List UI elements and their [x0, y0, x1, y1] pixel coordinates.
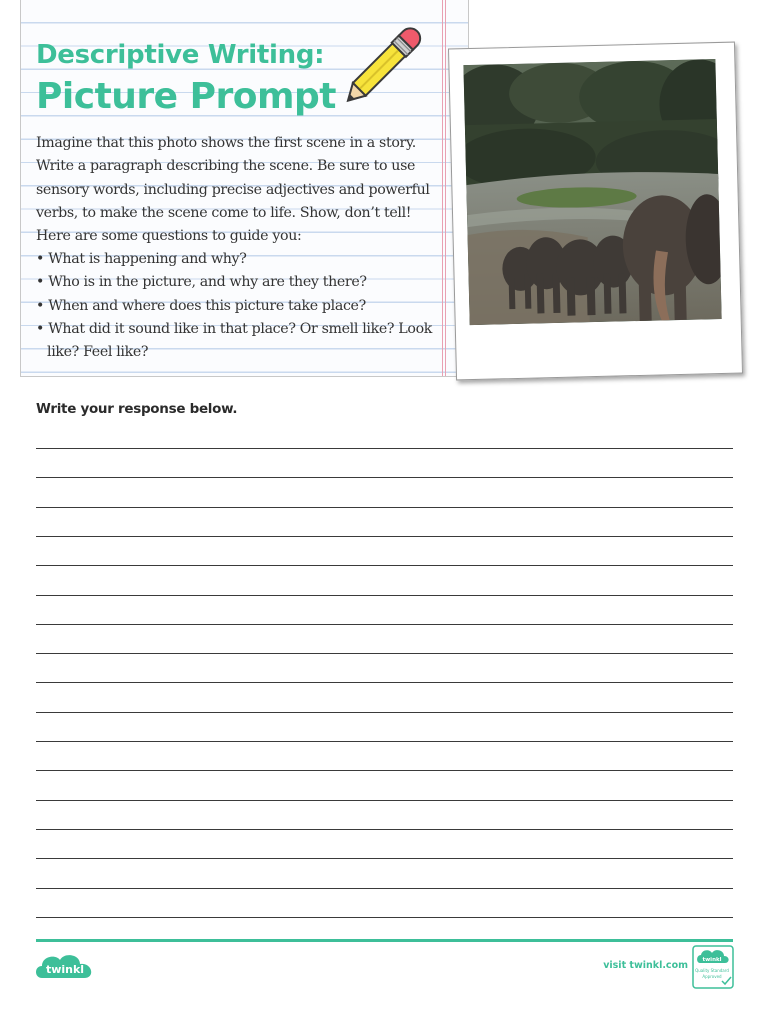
logo-text: twinkl	[45, 963, 85, 976]
question-item: • Who is in the picture, and why are they there?	[36, 271, 446, 294]
writing-line	[36, 770, 733, 771]
writing-line	[36, 448, 733, 449]
pencil-icon	[336, 18, 432, 114]
writing-line	[36, 565, 733, 566]
polaroid-frame	[448, 42, 743, 381]
twinkl-logo	[34, 950, 96, 984]
question-item: • What did it sound like in that place? Or smell like? Look like? Feel like?	[36, 318, 446, 365]
writing-line	[36, 858, 733, 859]
writing-line	[36, 624, 733, 625]
writing-line	[36, 682, 733, 683]
badge-line-2: Approved	[702, 974, 722, 979]
response-label: Write your response below.	[36, 401, 238, 417]
writing-line	[36, 800, 733, 801]
footer-rule	[36, 939, 733, 942]
writing-line	[36, 829, 733, 830]
writing-line	[36, 712, 733, 713]
question-item: • What is happening and why?	[36, 248, 446, 271]
question-item: • When and where does this picture take place?	[36, 295, 446, 318]
worksheet-subtitle: Descriptive Writing:	[36, 40, 325, 70]
writing-line	[36, 917, 733, 918]
writing-line	[36, 888, 733, 889]
writing-line	[36, 507, 733, 508]
writing-line	[36, 653, 733, 654]
writing-line	[36, 536, 733, 537]
badge-brand: twinkl	[702, 957, 722, 963]
badge-line-1: Quality Standard	[695, 968, 729, 973]
writing-line	[36, 477, 733, 478]
footer-website-link[interactable]: visit twinkl.com	[603, 960, 688, 971]
elephant-photo-illustration	[463, 59, 721, 325]
prompt-intro: Imagine that this photo shows the first scene in a story. Write a paragraph describing the scene. Be sure to use sensory words, including precise adjectives and powerful verbs, to make the scene come to life. Show, don’t tell! Here are some questions to guide you:	[36, 135, 430, 245]
worksheet-title: Picture Prompt	[36, 76, 336, 117]
guide-questions	[36, 248, 446, 364]
writing-line	[36, 741, 733, 742]
quality-badge	[692, 945, 734, 989]
elephant-photo	[463, 59, 721, 325]
writing-line	[36, 595, 733, 596]
